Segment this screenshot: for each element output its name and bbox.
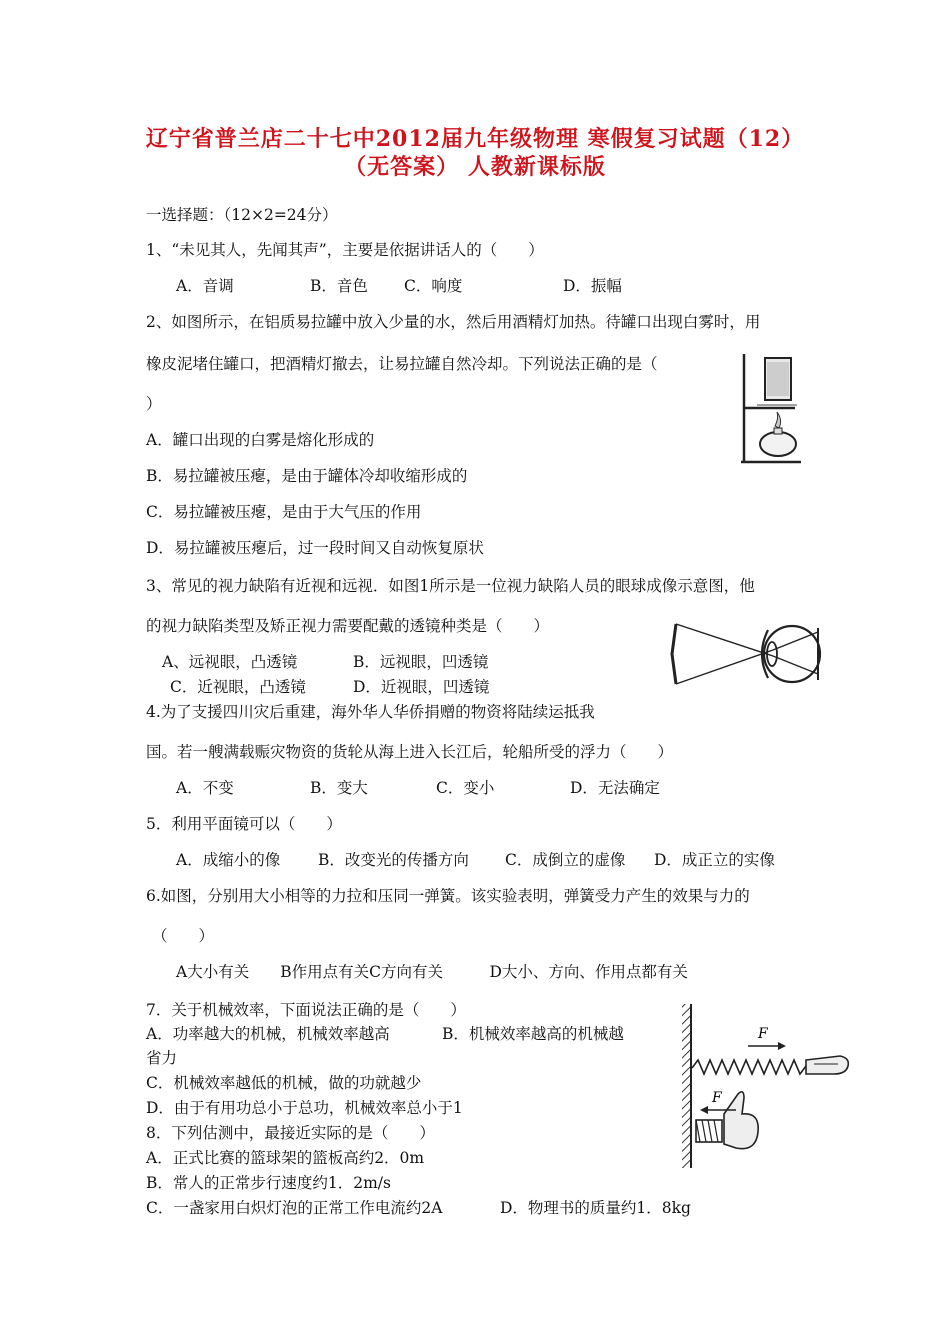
q6-stem-line2: （ ） bbox=[152, 927, 215, 945]
q4-option-c: C．变小 bbox=[436, 779, 495, 797]
page-subtitle: （无答案） 人教新课标版 bbox=[344, 154, 606, 180]
q4-stem-line1: 4.为了支援四川灾后重建，海外华人华侨捐赠的物资将陆续运抵我 bbox=[146, 703, 595, 721]
q1-option-d: D．振幅 bbox=[563, 277, 622, 295]
q8-option-b: B．常人的正常步行速度约1．2m/s bbox=[146, 1174, 391, 1192]
q5-stem: 5．利用平面镜可以（ ） bbox=[146, 815, 342, 833]
q8-option-a: A．正式比赛的篮球架的篮板高约2．0m bbox=[146, 1149, 425, 1167]
q6-options: A大小有关 B作用点有关C方向有关 D大小、方向、作用点都有关 bbox=[176, 963, 688, 981]
q8-stem: 8．下列估测中，最接近实际的是（ ） bbox=[146, 1124, 435, 1142]
q8-option-d: D．物理书的质量约1．8kg bbox=[500, 1199, 691, 1217]
q7-option-b-cont: 省力 bbox=[146, 1049, 178, 1067]
q2-stem-line1: 2、如图所示，在铝质易拉罐中放入少量的水，然后用酒精灯加热。待罐口出现白雾时，用 bbox=[146, 313, 761, 331]
upper-force-label: F bbox=[758, 1026, 768, 1042]
q3-option-a: A、远视眼，凸透镜 bbox=[162, 653, 298, 671]
q4-option-d: D．无法确定 bbox=[570, 779, 660, 797]
q7-option-b: B．机械效率越高的机械越 bbox=[442, 1025, 624, 1043]
q1-stem: 1、“未见其人，先闻其声”，主要是依据讲话人的（ ） bbox=[146, 241, 544, 259]
q2-option-c: C．易拉罐被压瘪，是由于大气压的作用 bbox=[146, 503, 422, 521]
q2-stem-line2: 橡皮泥堵住罐口，把酒精灯撤去，让易拉罐自然冷却。下列说法正确的是（ bbox=[146, 355, 658, 373]
q5-option-d: D．成正立的实像 bbox=[654, 851, 775, 869]
q6-stem-line1: 6.如图，分别用大小相等的力拉和压同一弹簧。该实验表明，弹簧受力产生的效果与力的 bbox=[146, 887, 750, 905]
q8-option-c: C．一盏家用白炽灯泡的正常工作电流约2A bbox=[146, 1199, 443, 1217]
q7-option-a: A．功率越大的机械，机械效率越高 bbox=[146, 1025, 390, 1043]
q5-option-b: B．改变光的传播方向 bbox=[318, 851, 469, 869]
section-heading: 一选择题：（12×2=24分） bbox=[146, 206, 338, 224]
q7-option-d: D．由于有用功总小于总功，机械效率总小于1 bbox=[146, 1099, 463, 1117]
q3-option-d: D．近视眼，凹透镜 bbox=[353, 678, 490, 696]
page-title: 辽宁省普兰店二十七中2012届九年级物理 寒假复习试题（12） bbox=[145, 126, 805, 152]
q1-option-c: C．响度 bbox=[404, 277, 463, 295]
lower-force-label: F bbox=[712, 1090, 722, 1106]
q5-option-c: C．成倒立的虚像 bbox=[505, 851, 626, 869]
q4-option-b: B．变大 bbox=[310, 779, 368, 797]
q2-option-d: D．易拉罐被压瘪后，过一段时间又自动恢复原状 bbox=[146, 539, 484, 557]
q1-option-a: A．音调 bbox=[176, 277, 234, 295]
q7-option-c: C．机械效率越低的机械，做的功就越少 bbox=[146, 1074, 422, 1092]
q2-stem-line3: ） bbox=[146, 395, 162, 413]
can-heating-figure bbox=[735, 350, 805, 465]
eye-diagram-figure bbox=[668, 618, 843, 690]
q4-stem-line2: 国。若一艘满载赈灾物资的货轮从海上进入长江后，轮船所受的浮力（ ） bbox=[146, 743, 674, 761]
q2-option-b: B．易拉罐被压瘪，是由于罐体冷却收缩形成的 bbox=[146, 467, 468, 485]
q7-stem: 7．关于机械效率，下面说法正确的是（ ） bbox=[146, 1001, 466, 1019]
q5-option-a: A．成缩小的像 bbox=[176, 851, 281, 869]
q1-option-b: B．音色 bbox=[310, 277, 368, 295]
q2-option-a: A．罐口出现的白雾是熔化形成的 bbox=[146, 431, 375, 449]
spring-force-figure bbox=[678, 1002, 853, 1170]
q3-stem-line1: 3、常见的视力缺陷有近视和远视．如图1所示是一位视力缺陷人员的眼球成像示意图，他 bbox=[146, 577, 755, 595]
q3-option-b: B．远视眼，凹透镜 bbox=[353, 653, 489, 671]
q3-stem-line2: 的视力缺陷类型及矫正视力需要配戴的透镜种类是（ ） bbox=[146, 617, 550, 635]
q3-option-c: C．近视眼，凸透镜 bbox=[170, 678, 306, 696]
q4-option-a: A．不变 bbox=[176, 779, 234, 797]
